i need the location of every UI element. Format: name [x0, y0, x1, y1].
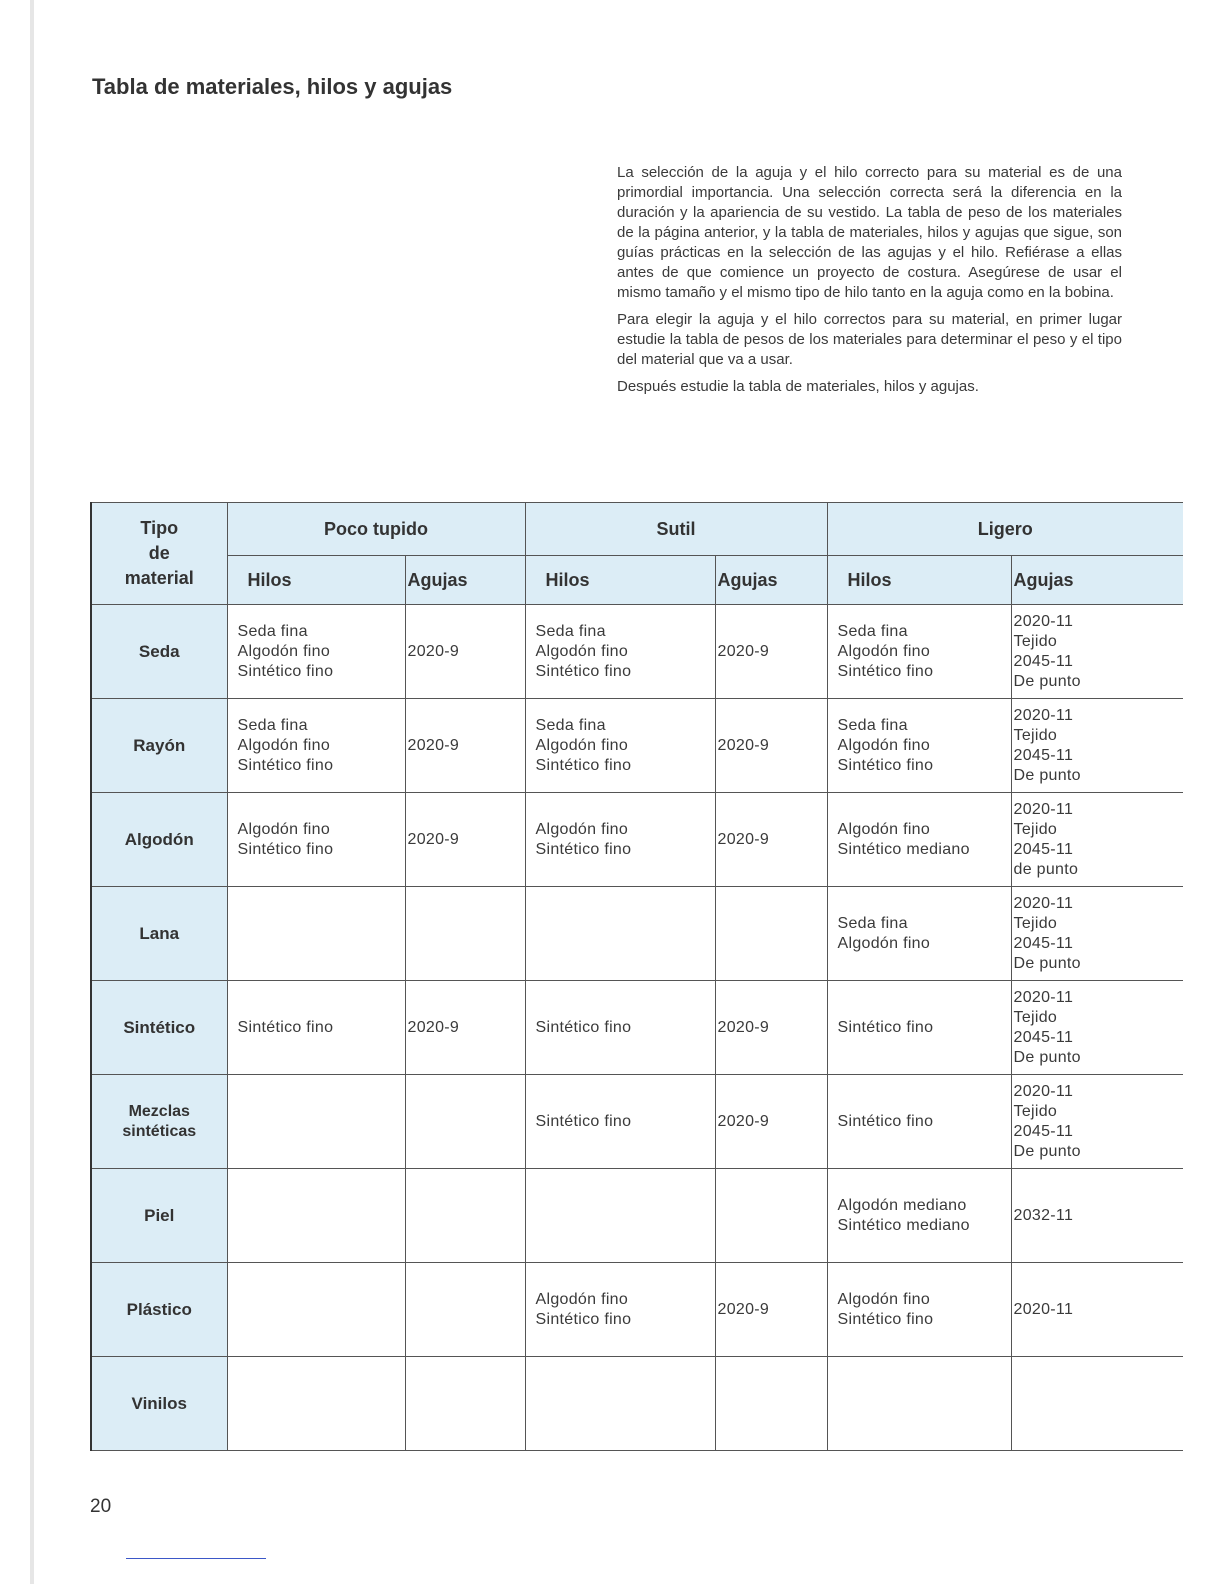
agujas-cell — [1011, 887, 1183, 981]
thread-item: Sintético mediano — [837, 1216, 970, 1234]
hilos-cell — [227, 1357, 405, 1451]
thread-item: Algodón fino — [535, 736, 629, 754]
material-name: Mezclas sintéticas — [91, 1075, 227, 1169]
intro-paragraph-1: La selección de la aguja y el hilo correcto para su material es de una primordial importancia. Una selección correcta será la diferencia en la duración y la apariencia de su vestido. La tabla de peso de los materiales de la página anterior, y la tabla de materiales, hilos y agujas que sigue, son guías prácticas en la selección de las agujas y el hilo. Refiérase a ellas antes de que comience un proyecto de costura. Asegúrese de usar el mismo tamaño y el mismo tipo de hilo tanto en la aguja como en la bobina. — [617, 164, 1122, 301]
thread-item: Sintético fino — [837, 1112, 934, 1130]
thread-item: Algodón fino — [535, 642, 629, 660]
agujas-cell — [405, 1263, 525, 1357]
hilos-cell — [525, 605, 715, 699]
agujas-cell — [405, 981, 525, 1075]
agujas-cell — [405, 1075, 525, 1169]
table-row — [91, 605, 1183, 699]
hilos-cell — [227, 793, 405, 887]
thread-item: Sintético fino — [837, 756, 934, 774]
thread-item: Algodón fino — [535, 820, 629, 838]
thread-item: Sintético fino — [837, 1310, 934, 1328]
agujas-cell — [1011, 1169, 1183, 1263]
needle-item: De punto — [1013, 672, 1081, 690]
hilos-cell — [827, 887, 1011, 981]
hilos-cell — [525, 1357, 715, 1451]
table-row — [91, 1169, 1183, 1263]
hilos-cell — [525, 1075, 715, 1169]
sub-header-agujas: Agujas — [715, 556, 827, 605]
hilos-cell — [827, 699, 1011, 793]
hilos-cell — [827, 1169, 1011, 1263]
agujas-cell — [715, 1357, 827, 1451]
thread-item: Seda fina — [237, 716, 308, 734]
needle-item: 2045-11 — [1013, 746, 1074, 764]
type-header-line: material — [124, 568, 194, 588]
type-header-line: de — [148, 543, 170, 563]
hilos-cell — [827, 981, 1011, 1075]
needle-item: 2020-9 — [717, 1112, 770, 1130]
thread-item: Algodón fino — [837, 736, 931, 754]
table-row — [91, 793, 1183, 887]
thread-item: Algodón fino — [237, 736, 331, 754]
needle-item: 2020-9 — [407, 642, 460, 660]
materials-table — [90, 502, 1183, 1451]
material-name: Sintético — [91, 981, 227, 1075]
type-header-line: Tipo — [140, 518, 179, 538]
agujas-cell — [1011, 699, 1183, 793]
hilos-cell — [227, 699, 405, 793]
page-number: 20 — [90, 1496, 112, 1517]
needle-item: 2020-9 — [717, 1018, 770, 1036]
thread-item: Algodón mediano — [837, 1196, 967, 1214]
group-header-ligero: Ligero — [827, 503, 1183, 556]
thread-item: Sintético fino — [535, 1018, 632, 1036]
group-header-poco-tupido: Poco tupido — [227, 503, 525, 556]
needle-item: 2045-11 — [1013, 1122, 1074, 1140]
needle-item: Tejido — [1013, 726, 1058, 744]
needle-item: 2045-11 — [1013, 652, 1074, 670]
needle-item: De punto — [1013, 1142, 1081, 1160]
thread-item: Sintético fino — [237, 756, 334, 774]
hilos-cell — [827, 793, 1011, 887]
agujas-cell — [715, 699, 827, 793]
thread-item: Seda fina — [837, 716, 908, 734]
thread-item: Seda fina — [837, 622, 908, 640]
table-row — [91, 699, 1183, 793]
agujas-cell — [1011, 1357, 1183, 1451]
needle-item: 2045-11 — [1013, 934, 1074, 952]
hilos-cell — [827, 1075, 1011, 1169]
needle-item: Tejido — [1013, 914, 1058, 932]
hilos-cell — [227, 1263, 405, 1357]
thread-item: Sintético fino — [535, 1310, 632, 1328]
thread-item: Sintético fino — [535, 662, 632, 680]
thread-item: Sintético fino — [535, 756, 632, 774]
sub-header-agujas: Agujas — [405, 556, 525, 605]
thread-item: Sintético fino — [237, 662, 334, 680]
thread-item: Algodón fino — [837, 820, 931, 838]
needle-item: Tejido — [1013, 820, 1058, 838]
agujas-cell — [715, 981, 827, 1075]
needle-item: 2020-9 — [407, 736, 460, 754]
hilos-cell — [525, 887, 715, 981]
header-row-sub — [91, 556, 1183, 605]
hilos-cell — [827, 1263, 1011, 1357]
needle-item: 2020-9 — [717, 830, 770, 848]
footer-link-line — [126, 1558, 266, 1559]
needle-item: 2020-9 — [717, 642, 770, 660]
hilos-cell — [525, 793, 715, 887]
sub-header-hilos: Hilos — [525, 556, 715, 605]
agujas-cell — [1011, 981, 1183, 1075]
needle-item: de punto — [1013, 860, 1079, 878]
thread-item: Sintético fino — [237, 840, 334, 858]
agujas-cell — [715, 1075, 827, 1169]
intro-paragraph-2: Para elegir la aguja y el hilo correctos para su material, en primer lugar estudie la tabla de pesos de los materiales para determinar el peso y el tipo del material que va a usar. — [617, 311, 1122, 368]
page-title: Tabla de materiales, hilos y agujas — [92, 74, 453, 99]
needle-item: 2020-11 — [1013, 612, 1074, 630]
agujas-cell — [1011, 1075, 1183, 1169]
agujas-cell — [405, 887, 525, 981]
intro-text — [617, 163, 1122, 404]
needle-item: 2020-9 — [407, 1018, 460, 1036]
page-margin-rule — [30, 0, 34, 1584]
hilos-cell — [525, 981, 715, 1075]
needle-item: 2020-11 — [1013, 988, 1074, 1006]
needle-item: 2020-11 — [1013, 1300, 1074, 1318]
material-name: Seda — [91, 605, 227, 699]
agujas-cell — [1011, 1263, 1183, 1357]
thread-item: Algodón fino — [535, 1290, 629, 1308]
sub-header-hilos: Hilos — [227, 556, 405, 605]
needle-item: 2020-9 — [407, 830, 460, 848]
intro-paragraph-3: Después estudie la tabla de materiales, hilos y agujas. — [617, 378, 979, 395]
thread-item: Sintético fino — [237, 1018, 334, 1036]
needle-item: Tejido — [1013, 1008, 1058, 1026]
thread-item: Sintético fino — [535, 840, 632, 858]
thread-item: Sintético fino — [837, 1018, 934, 1036]
agujas-cell — [405, 1169, 525, 1263]
material-name: Lana — [91, 887, 227, 981]
thread-item: Seda fina — [535, 716, 606, 734]
material-name: Algodón — [91, 793, 227, 887]
table-row — [91, 1075, 1183, 1169]
needle-item: 2045-11 — [1013, 840, 1074, 858]
material-name: Rayón — [91, 699, 227, 793]
needle-item: 2032-11 — [1013, 1206, 1074, 1224]
hilos-cell — [525, 1263, 715, 1357]
group-header-sutil: Sutil — [525, 503, 827, 556]
agujas-cell — [715, 1263, 827, 1357]
thread-item: Seda fina — [237, 622, 308, 640]
agujas-cell — [1011, 793, 1183, 887]
table-row — [91, 1357, 1183, 1451]
needle-item: 2045-11 — [1013, 1028, 1074, 1046]
table-row — [91, 1263, 1183, 1357]
thread-item: Seda fina — [535, 622, 606, 640]
hilos-cell — [827, 605, 1011, 699]
hilos-cell — [525, 1169, 715, 1263]
agujas-cell — [405, 1357, 525, 1451]
hilos-cell — [525, 699, 715, 793]
hilos-cell — [227, 1169, 405, 1263]
table-row — [91, 981, 1183, 1075]
thread-item: Algodón fino — [237, 820, 331, 838]
agujas-cell — [405, 605, 525, 699]
material-name: Vinilos — [91, 1357, 227, 1451]
needle-item: Tejido — [1013, 632, 1058, 650]
thread-item: Sintético mediano — [837, 840, 970, 858]
thread-item: Algodón fino — [837, 1290, 931, 1308]
needle-item: 2020-11 — [1013, 894, 1074, 912]
material-name: Plástico — [91, 1263, 227, 1357]
table-row — [91, 887, 1183, 981]
needle-item: 2020-11 — [1013, 706, 1074, 724]
agujas-cell — [715, 887, 827, 981]
needle-item: De punto — [1013, 1048, 1081, 1066]
agujas-cell — [405, 699, 525, 793]
hilos-cell — [227, 1075, 405, 1169]
thread-item: Algodón fino — [837, 934, 931, 952]
needle-item: 2020-9 — [717, 1300, 770, 1318]
thread-item: Algodón fino — [237, 642, 331, 660]
sub-header-agujas: Agujas — [1011, 556, 1183, 605]
thread-item: Sintético fino — [535, 1112, 632, 1130]
header-row-groups — [91, 503, 1183, 556]
needle-item: De punto — [1013, 954, 1081, 972]
needle-item: 2020-11 — [1013, 1082, 1074, 1100]
agujas-cell — [1011, 605, 1183, 699]
material-name: Piel — [91, 1169, 227, 1263]
thread-item: Sintético fino — [837, 662, 934, 680]
hilos-cell — [227, 605, 405, 699]
agujas-cell — [715, 793, 827, 887]
hilos-cell — [227, 981, 405, 1075]
needle-item: 2020-11 — [1013, 800, 1074, 818]
hilos-cell — [827, 1357, 1011, 1451]
agujas-cell — [405, 793, 525, 887]
hilos-cell — [227, 887, 405, 981]
agujas-cell — [715, 605, 827, 699]
needle-item: De punto — [1013, 766, 1081, 784]
thread-item: Algodón fino — [837, 642, 931, 660]
material-type-header — [91, 503, 227, 605]
agujas-cell — [715, 1169, 827, 1263]
needle-item: 2020-9 — [717, 736, 770, 754]
needle-item: Tejido — [1013, 1102, 1058, 1120]
thread-item: Seda fina — [837, 914, 908, 932]
sub-header-hilos: Hilos — [827, 556, 1011, 605]
